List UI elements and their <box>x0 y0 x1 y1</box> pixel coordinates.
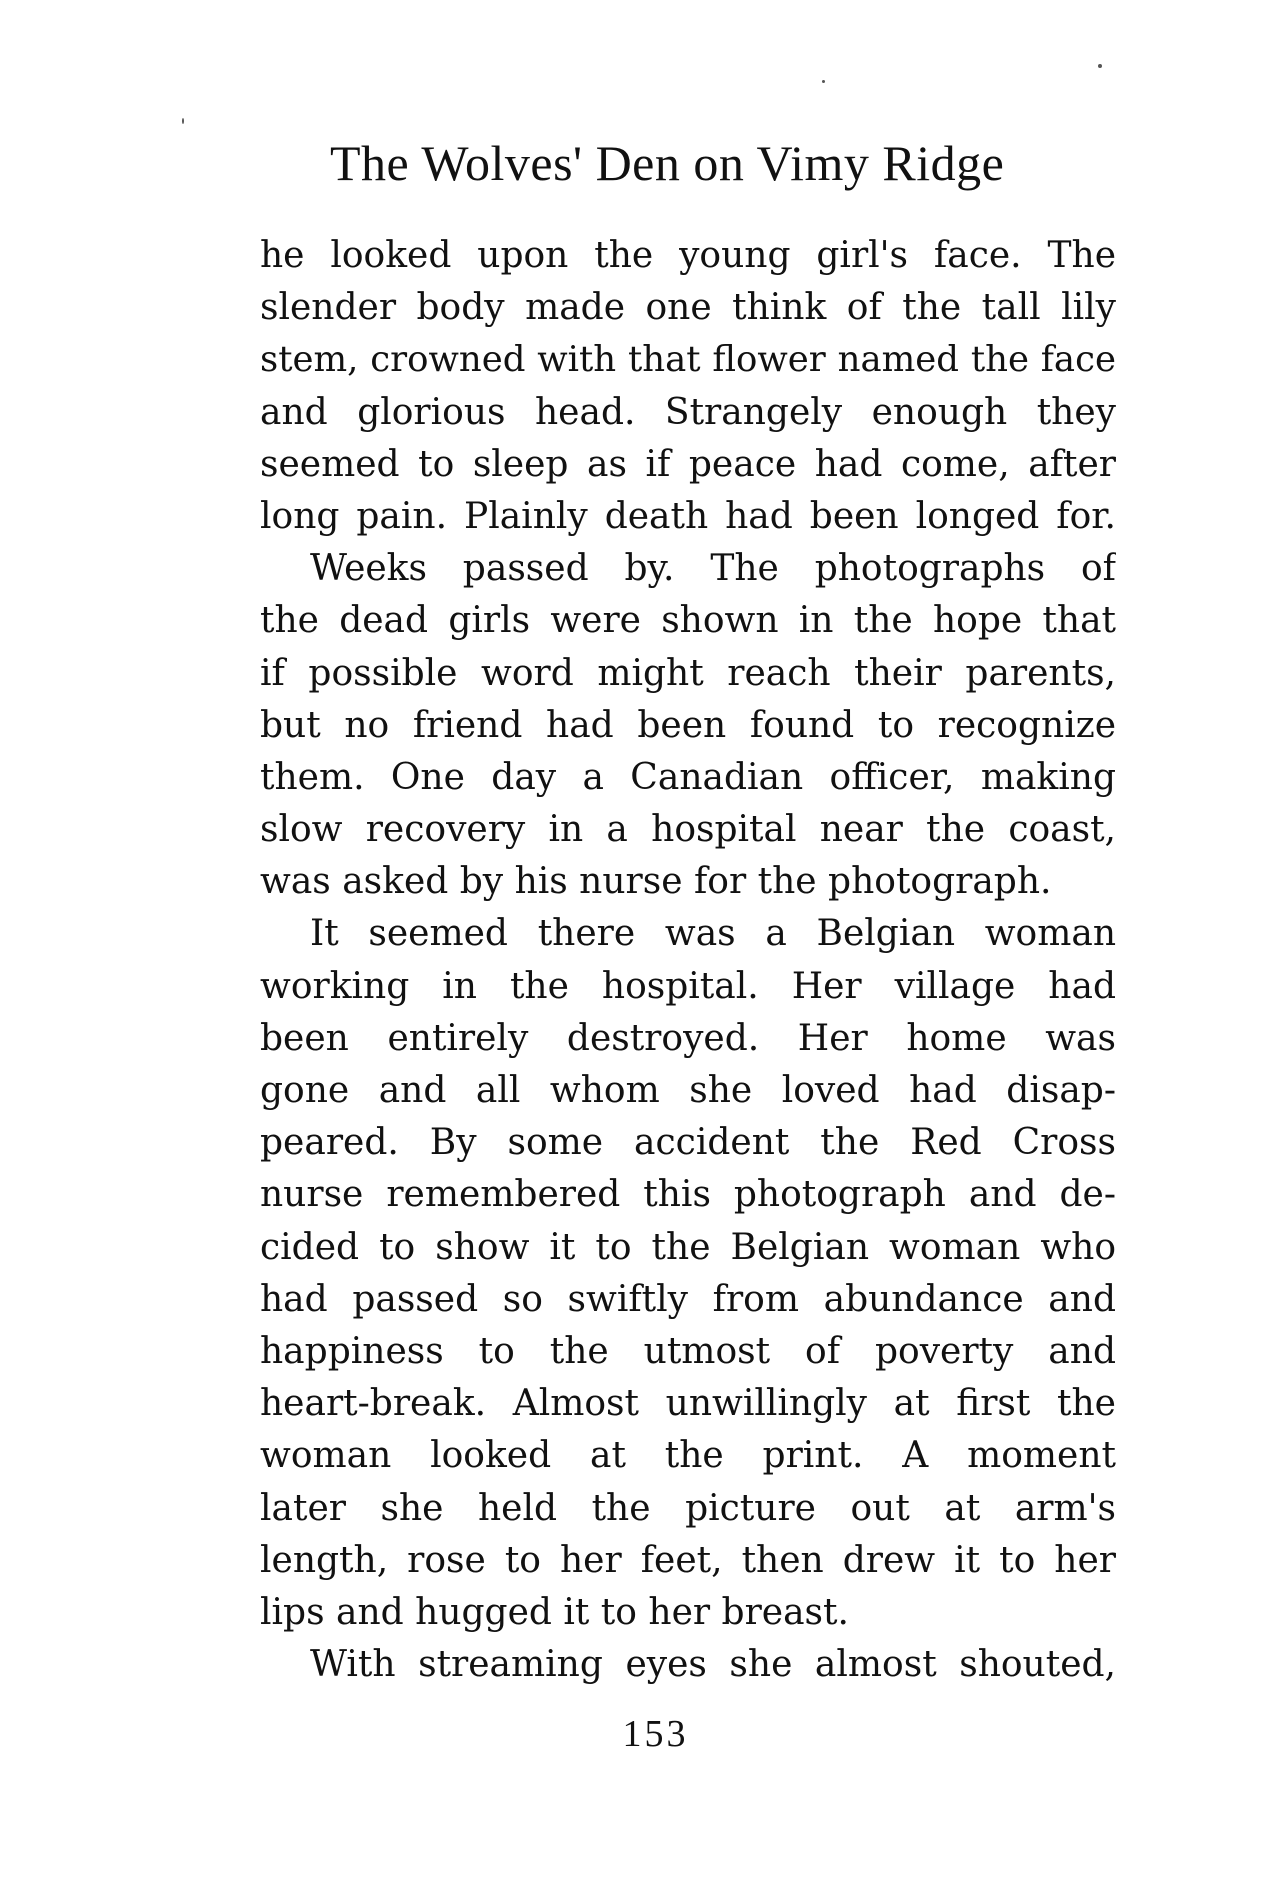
text-line: heart-break. Almost unwillingly at first the <box>260 1383 1116 1425</box>
running-head: The Wolves' Den on Vimy Ridge <box>330 135 1005 191</box>
text-line: nurse remembered this photograph and de- <box>260 1174 1116 1216</box>
text-line: happiness to the utmost of poverty and <box>260 1330 1116 1372</box>
text-line: if possible word might reach their parents, <box>260 652 1116 694</box>
text-line: he looked upon the young girl's face. The <box>260 235 1116 276</box>
text-line: long pain. Plainly death had been longed for. <box>260 495 1116 537</box>
text-line: slow recovery in a hospital near the coast, <box>260 809 1116 851</box>
text-line: working in the hospital. Her village had <box>260 965 1116 1007</box>
paragraph-start-line: It seemed there was a Belgian woman <box>310 913 1116 955</box>
scan-speck <box>1098 64 1102 68</box>
text-line: them. One day a Canadian officer, making <box>260 756 1116 798</box>
text-line: stem, crowned with that flower named the face <box>260 339 1116 381</box>
text-line: slender body made one think of the tall lily <box>260 287 1116 329</box>
text-line: length, rose to her feet, then drew it to her <box>260 1539 1116 1581</box>
text-line: peared. By some accident the Red Cross <box>260 1122 1116 1164</box>
text-line: but no friend had been found to recognize <box>260 704 1116 746</box>
paragraph-start-line: With streaming eyes she almost shouted, <box>310 1644 1116 1686</box>
text-line: seemed to sleep as if peace had come, after <box>260 443 1116 485</box>
scan-speck <box>182 118 184 124</box>
text-line: been entirely destroyed. Her home was <box>260 1017 1116 1059</box>
body-text <box>260 230 1116 1691</box>
paragraph-start-line: Weeks passed by. The photographs of <box>310 548 1116 590</box>
paragraph-end-line: was asked by his nurse for the photograph. <box>260 861 1052 903</box>
text-line: and glorious head. Strangely enough they <box>260 391 1116 433</box>
text-line: woman looked at the print. A moment <box>260 1435 1116 1477</box>
text-line: the dead girls were shown in the hope that <box>260 600 1116 642</box>
text-line: later she held the picture out at arm's <box>260 1487 1116 1529</box>
text-line: gone and all whom she loved had disap- <box>260 1070 1116 1111</box>
page-number: 153 <box>622 1713 689 1755</box>
text-line: had passed so swiftly from abundance and <box>260 1278 1116 1320</box>
paragraph-end-line: lips and hugged it to her breast. <box>260 1591 849 1633</box>
scan-speck <box>822 80 825 83</box>
text-line: cided to show it to the Belgian woman who <box>260 1226 1116 1268</box>
